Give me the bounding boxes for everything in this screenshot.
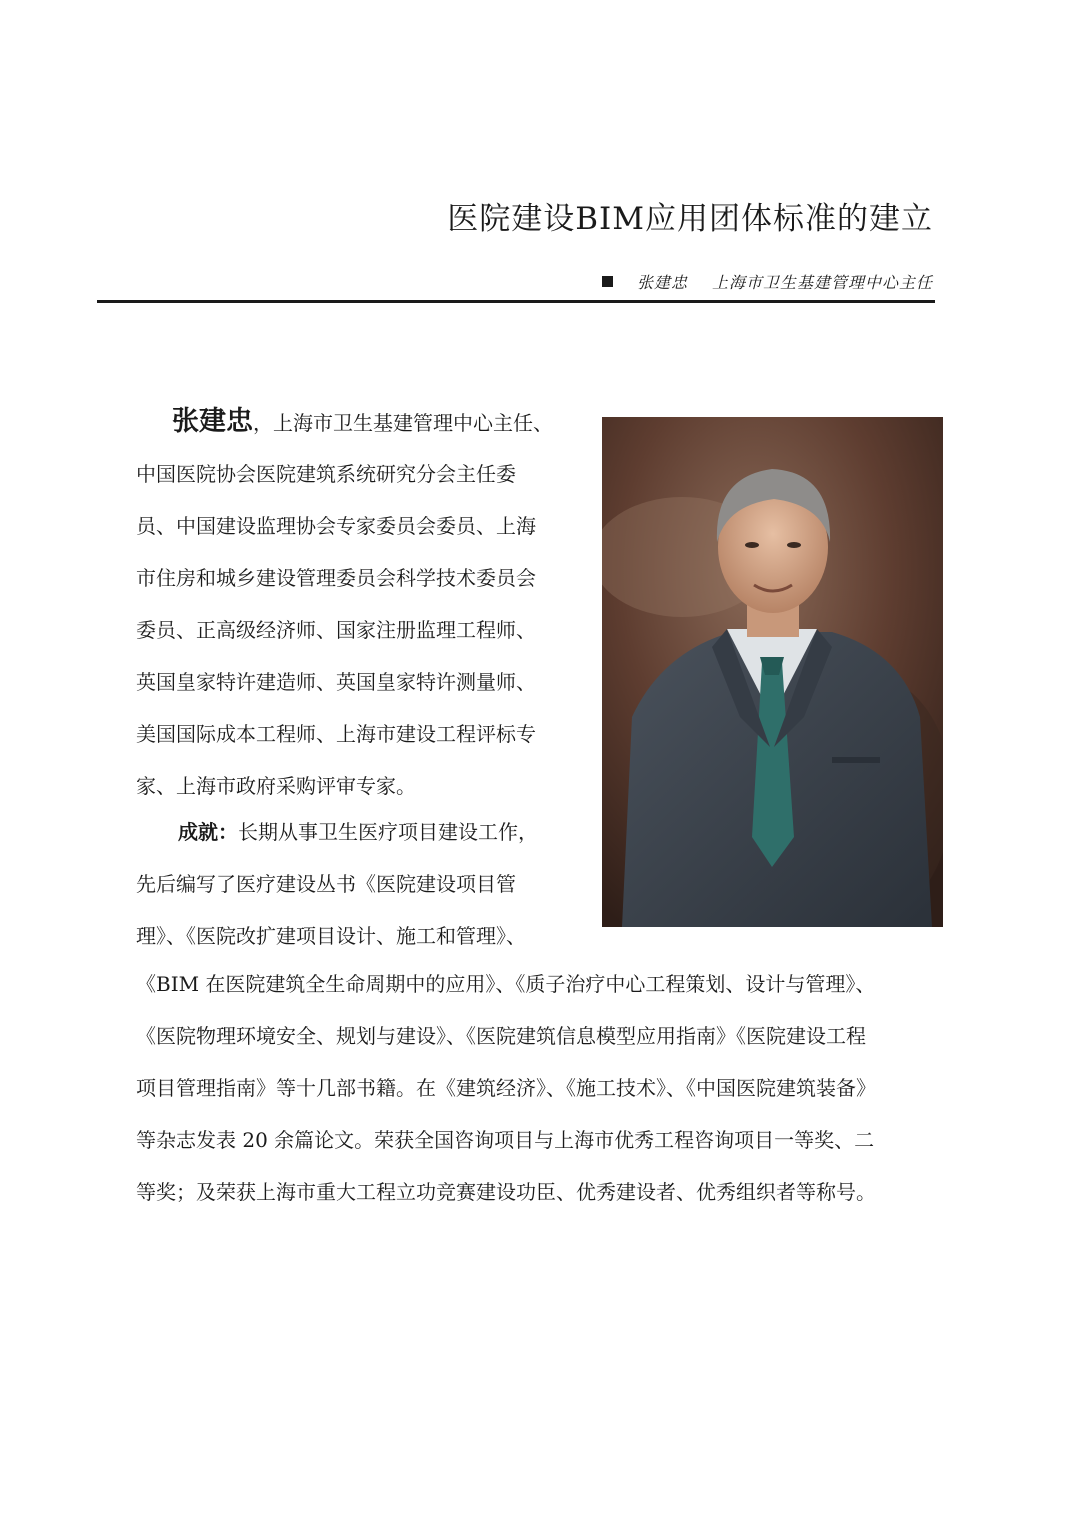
bio-line: 张建忠，上海市卫生基建管理中心主任、	[172, 406, 553, 437]
bio-line: 美国国际成本工程师、上海市建设工程评标专	[136, 722, 536, 746]
square-bullet-icon	[602, 276, 613, 287]
bio-line: 员、中国建设监理协会专家委员会委员、上海	[136, 514, 536, 538]
achievements-line: 先后编写了医疗建设丛书《医院建设项目管	[136, 872, 516, 896]
bio-line: 市住房和城乡建设管理委员会科学技术委员会	[136, 566, 536, 590]
bio-line: 委员、正高级经济师、国家注册监理工程师、	[136, 618, 536, 642]
portrait-photo	[602, 417, 943, 927]
achievements-line: 理》、《医院改扩建项目设计、施工和管理》、	[136, 924, 526, 948]
achievements-line: 《医院物理环境安全、规划与建设》、《医院建筑信息模型应用指南》《医院建设工程	[136, 1024, 866, 1048]
byline-author: 张建忠	[636, 273, 688, 292]
bio-paragraph	[136, 396, 576, 812]
achievements-continued	[136, 958, 936, 1218]
byline	[500, 270, 933, 296]
achievements-paragraph	[136, 806, 576, 962]
bio-line: 中国医院协会医院建筑系统研究分会主任委	[136, 462, 516, 486]
article-title: 医院建设BIM应用团体标准的建立	[447, 201, 933, 237]
portrait-illustration	[602, 417, 943, 927]
bio-name: 张建忠	[172, 406, 253, 437]
achievements-line: 等杂志发表 20 余篇论文。荣获全国咨询项目与上海市优秀工程咨询项目一等奖、二	[136, 1128, 875, 1152]
achievements-line: 《BIM 在医院建筑全生命周期中的应用》、《质子治疗中心工程策划、设计与管理》、	[136, 972, 876, 996]
header-divider	[97, 300, 935, 303]
bio-line: 英国皇家特许建造师、英国皇家特许测量师、	[136, 670, 536, 694]
achievements-label: 成就：	[178, 820, 238, 844]
achievements-line: 成就：长期从事卫生医疗项目建设工作，	[178, 820, 538, 844]
achievements-line: 等奖；及荣获上海市重大工程立功竞赛建设功臣、优秀建设者、优秀组织者等称号。	[136, 1180, 876, 1204]
achievements-line: 项目管理指南》等十几部书籍。在《建筑经济》、《施工技术》、《中国医院建筑装备》	[136, 1076, 876, 1100]
bio-line: 家、上海市政府采购评审专家。	[136, 774, 416, 798]
byline-role: 上海市卫生基建管理中心主任	[711, 273, 933, 292]
